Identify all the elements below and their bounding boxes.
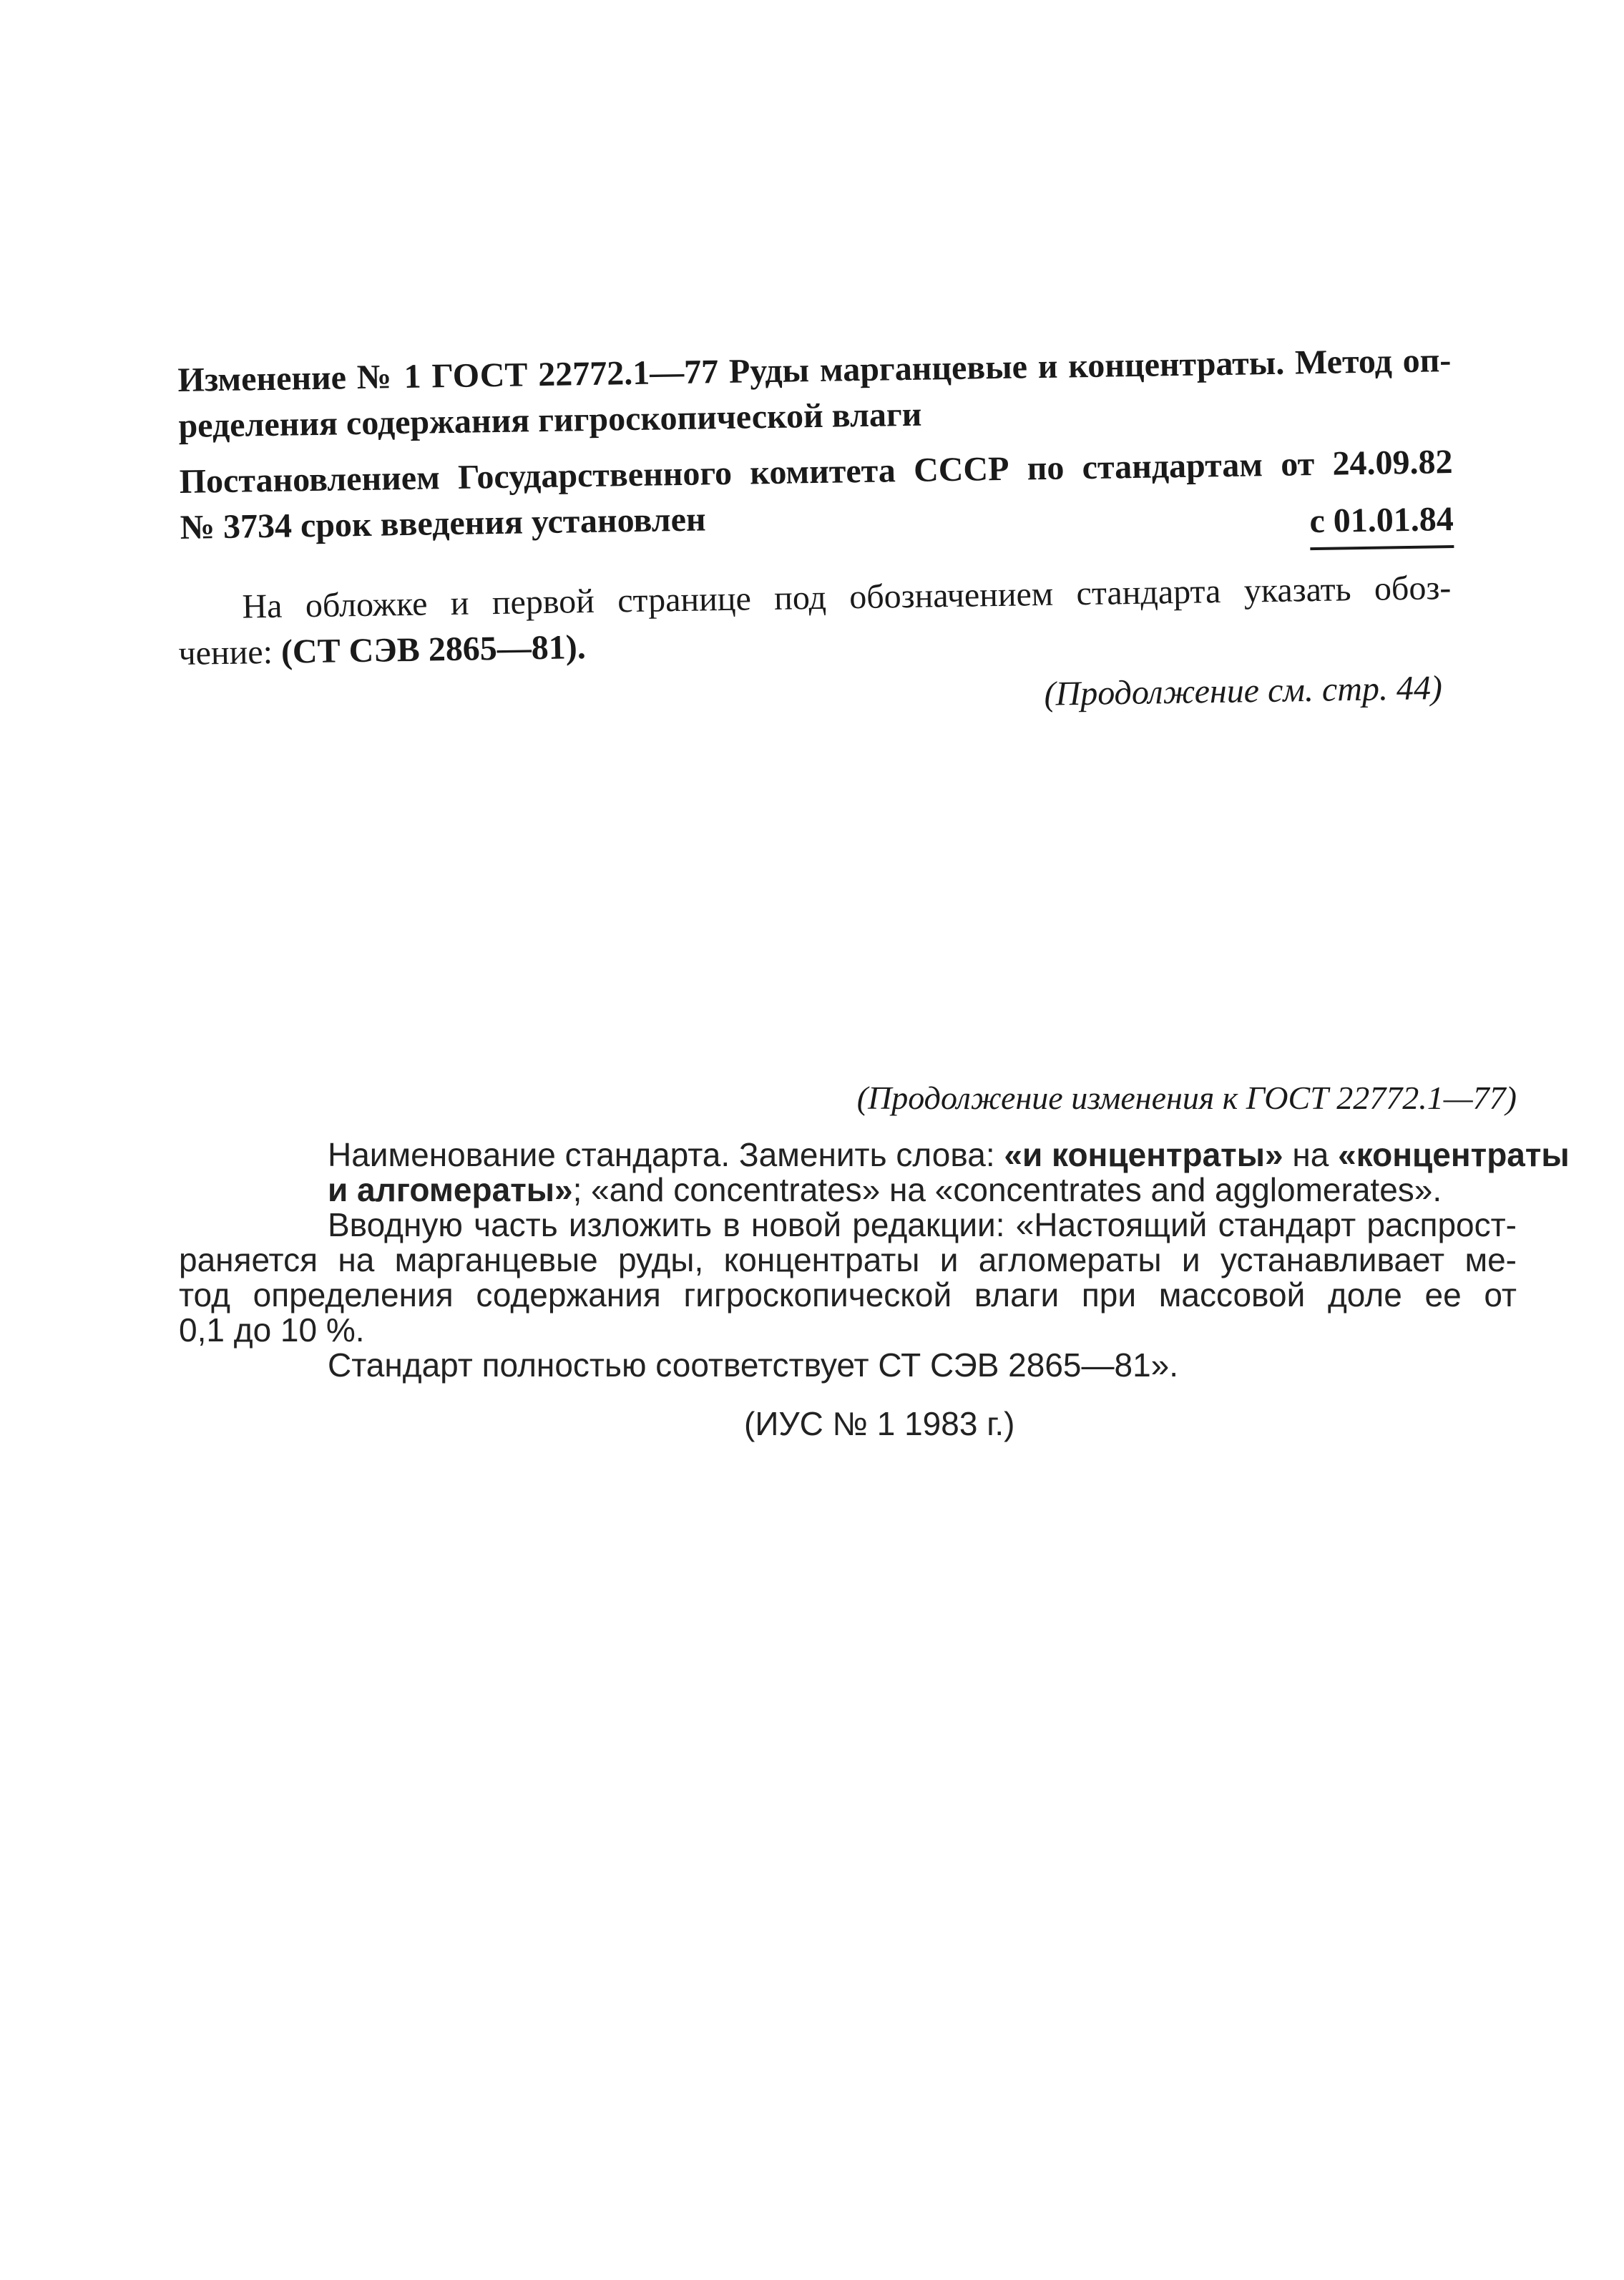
cover-instruction-prefix: чение: xyxy=(178,632,282,672)
amendment-title-line-1: Изменение № 1 ГОСТ 22772.1—77 Руды марганцевые и концентраты. Метод оп- xyxy=(177,341,1452,399)
paragraph-title-change-line-1: Наименование стандарта. Заменить слова: «и концентраты» на «концентраты xyxy=(328,1136,1570,1173)
paragraph-compliance xyxy=(179,1348,1517,1383)
paragraph-intro-line-2: раняется на марганцевые руды, концентраты и агломераты и устанавливает ме- xyxy=(179,1241,1517,1278)
decree-line-2: № 3734 срок введения установлен xyxy=(180,500,706,547)
paragraph-title-change-line-2: и алгомераты»; «and concentrates» на «concentrates and agglomerates». xyxy=(328,1171,1442,1208)
continuation-header: (Продолжение изменения к ГОСТ 22772.1—77) xyxy=(856,1080,1517,1116)
amendment-header xyxy=(177,338,1454,562)
cmea-designation: (СТ СЭВ 2865—81). xyxy=(280,628,587,671)
paragraph-intro-line-4: 0,1 до 10 %. xyxy=(179,1311,365,1349)
decree-line-1: Постановлением Государственного комитета СССР по стандартам от 24.09.82 xyxy=(179,443,1453,501)
amendment-title-line-2: ределения содержания гигроскопической влаги xyxy=(178,395,922,445)
cover-instruction-line-1: На обложке и первой странице под обозначением стандарта указать обоз- xyxy=(242,569,1452,626)
paragraph-intro xyxy=(179,1208,1517,1348)
paragraph-intro-line-1: Вводную часть изложить в новой редакции: «Настоящий стандарт распрост- xyxy=(328,1206,1517,1243)
effective-date: с 01.01.84 xyxy=(1309,498,1454,550)
cover-instruction xyxy=(177,565,1452,677)
paragraph-intro-line-3: тод определения содержания гигроскопической влаги при массовой доле ее от xyxy=(179,1276,1517,1313)
ius-reference: (ИУС № 1 1983 г.) xyxy=(744,1405,1015,1442)
paragraph-compliance-text: Стандарт полностью соответствует СТ СЭВ 2865—81». xyxy=(328,1346,1179,1384)
paragraph-title-change xyxy=(179,1136,1570,1208)
continuation-body xyxy=(179,1136,1570,1384)
continued-note: (Продолжение см. стр. 44) xyxy=(1043,668,1442,713)
